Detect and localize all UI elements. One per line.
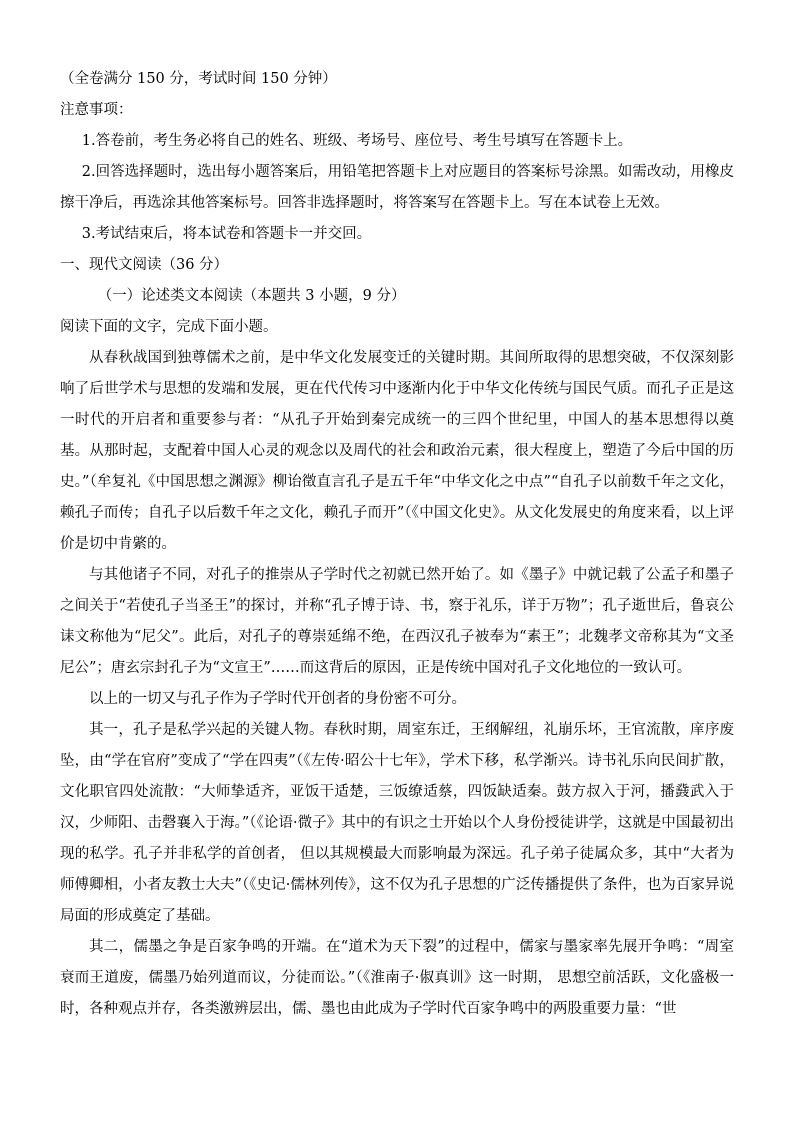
exam-info: （全卷满分 150 分，考试时间 150 分钟） [60, 71, 337, 87]
notice-item-1: 1.答卷前，考生务必将自己的姓名、班级、考场号、座位号、考生号填写在答题卡上。 [81, 133, 633, 149]
notice-item-3: 3.考试结束后，将本试卷和答题卡一并交回。 [81, 226, 372, 242]
notice-title: 注意事项： [60, 102, 133, 118]
section-title: 一、现代文阅读（36 分） [60, 257, 229, 273]
section-subtitle: （一）论述类文本阅读（本题共 3 小题，9 分） [97, 288, 406, 304]
exam-page [60, 64, 734, 1025]
passage-paragraph-1: 从春秋战国到独尊儒术之前，是中华文化发展变迁的关键时期。其间所取得的思想突破，不仅深刻影响了后世学术与思想的发端和发展，更在代代传习中逐渐内化于中华文化传统与国民气质。而孔子正是这一时代的开启者和重要参与者：“从孔子开始到秦完成统一的三四个世纪里，中国人的基本思想得以奠基。从那时起，支配着中国人心灵的观念以及周代的社会和政治元素，很大程度上，塑造了今后中国的历史。”（牟复礼《中国思想之渊源》柳诒徵直言孔子是五千年“中华文化之中点”“自孔子以前数千年之文化，赖孔子而传；自孔子以后数千年之文化，赖孔子而开”（《中国文化史》。从文化发展史的角度来看，以上评价是切中肯綮的。 [60, 350, 734, 552]
passage-paragraph-3: 以上的一切又与孔子作为子学时代开创者的身份密不可分。 [89, 691, 466, 707]
passage-paragraph-2: 与其他诸子不同，对孔子的推崇从子学时代之初就已然开始了。如《墨子》中就记载了公孟子和墨子之间关于“若使孔子当圣王”的探讨，并称“孔子博于诗、书，察于礼乐，详于万物”；孔子逝世后，鲁哀公诔文称他为“尼父”。此后，对孔子的尊崇延绵不绝，在西汉孔子被奉为“素王”；北魏孝文帝称其为“文圣尼公”；唐玄宗封孔子为“文宣王”……而这背后的原因，正是传统中国对孔子文化地位的一致认可。 [60, 567, 734, 676]
notice-item-2: 2.回答选择题时，选出每小题答案后，用铅笔把答题卡上对应题目的答案标号涂黑。如需改动，用橡皮擦干净后，再选涂其他答案标号。回答非选择题时，将答案写在答题卡上。写在本试卷上无效。 [60, 164, 734, 211]
passage-paragraph-4: 其一，孔子是私学兴起的关键人物。春秋时期，周室东迁，王纲解纽，礼崩乐坏，王官流散，庠序废坠，由“学在官府”变成了“学在四夷”（《左传·昭公十七年》，学术下移，私学渐兴。诗书礼乐向民间扩散，文化职官四处流散：“大师挚适齐，亚饭干适楚，三饭缭适蔡，四饭缺适秦。鼓方叔入于河，播鼗武入于汉，少师阳、击磬襄入于海。”（《论语·微子》其中的有识之士开始以个人身份授徒讲学，这就是中国最初出现的私学。孔子并非私学的首创者， 但以其规模最大而影响最为深远。孔子弟子徒属众多，其中“大者为师傅卿相，小者友教士大夫”（《史记·儒林列传》，这不仅为孔子思想的广泛传播提供了条件，也为百家异说局面的形成奠定了基础。 [60, 722, 734, 924]
passage-paragraph-5: 其二，儒墨之争是百家争鸣的开端。在“道术为天下裂”的过程中，儒家与墨家率先展开争鸣：“周室衰而王道废，儒墨乃始列道而议，分徒而讼。”（《淮南子·俶真训》这一时期， 思想空前活跃，文化盛极一时，各种观点并存，各类激辨层出，儒、墨也由此成为子学时代百家争鸣中的两股重要力量：“世 [60, 939, 734, 1017]
reading-instruction: 阅读下面的文字，完成下面小题。 [60, 319, 278, 335]
